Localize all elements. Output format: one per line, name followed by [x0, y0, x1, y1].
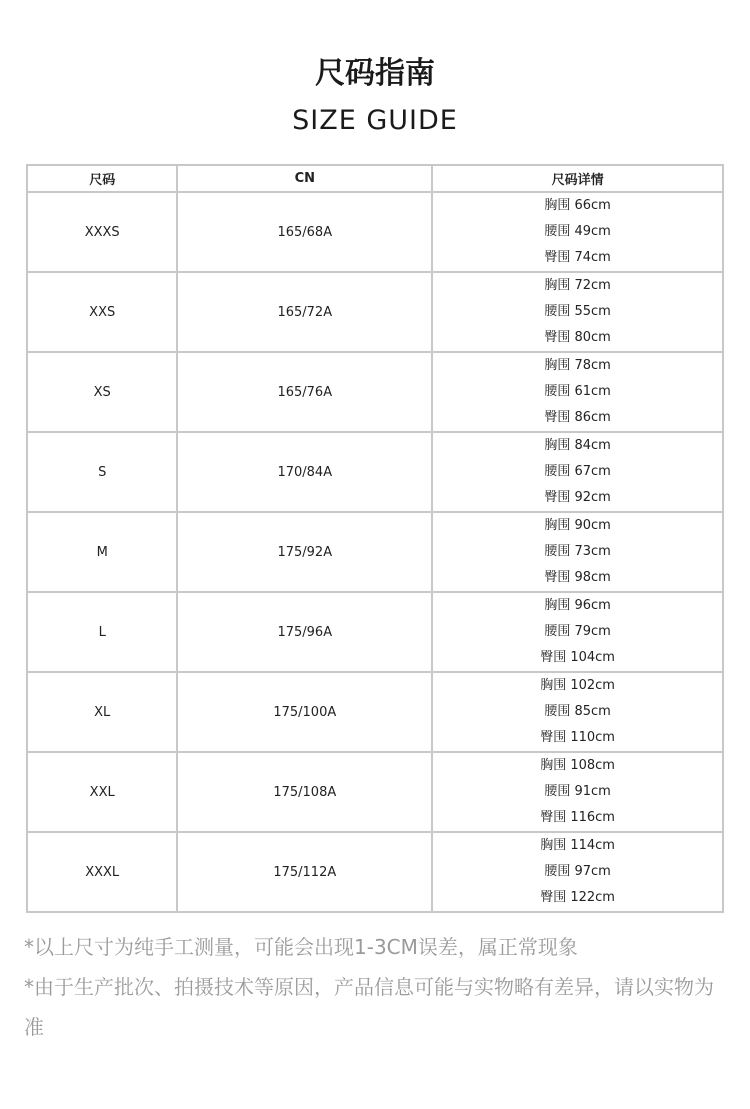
detail-line: 胸围 84cm	[544, 438, 611, 453]
table-row	[27, 512, 723, 592]
table-row	[27, 352, 723, 432]
detail-cell	[432, 672, 723, 752]
cn-cell: 175/112A	[177, 832, 432, 912]
cn-cell: 165/72A	[177, 272, 432, 352]
detail-line: 腰围 61cm	[544, 384, 611, 399]
header-size: 尺码	[27, 165, 177, 192]
detail-line: 腰围 67cm	[544, 464, 611, 479]
table-row	[27, 432, 723, 512]
detail-cell	[432, 592, 723, 672]
detail-cell	[432, 832, 723, 912]
detail-line: 胸围 78cm	[544, 358, 611, 373]
detail-cell	[432, 512, 723, 592]
note-measurement: *以上尺寸为纯手工测量，可能会出现1-3CM误差，属正常现象	[24, 935, 578, 959]
detail-line: 胸围 108cm	[540, 758, 615, 773]
size-cell: XXXS	[27, 192, 177, 272]
table-row	[27, 672, 723, 752]
table-header-row	[27, 165, 723, 192]
size-table	[26, 164, 724, 913]
table-row	[27, 192, 723, 272]
size-cell: XL	[27, 672, 177, 752]
cn-cell: 175/100A	[177, 672, 432, 752]
detail-line: 腰围 85cm	[544, 704, 611, 719]
detail-line: 腰围 97cm	[544, 864, 611, 879]
detail-line: 臀围 104cm	[540, 650, 615, 665]
page-subtitle: SIZE GUIDE	[292, 105, 458, 136]
detail-line: 臀围 80cm	[544, 330, 611, 345]
size-cell: XXXL	[27, 832, 177, 912]
header-detail: 尺码详情	[432, 165, 723, 192]
detail-line: 臀围 86cm	[544, 410, 611, 425]
table-row	[27, 592, 723, 672]
table-body	[27, 192, 723, 912]
detail-cell	[432, 352, 723, 432]
detail-line: 胸围 66cm	[544, 198, 611, 213]
size-cell: S	[27, 432, 177, 512]
detail-line: 胸围 96cm	[544, 598, 611, 613]
detail-line: 臀围 74cm	[544, 250, 611, 265]
detail-cell	[432, 752, 723, 832]
table-row	[27, 272, 723, 352]
detail-cell	[432, 192, 723, 272]
table-row	[27, 752, 723, 832]
cn-cell: 175/108A	[177, 752, 432, 832]
detail-line: 胸围 114cm	[540, 838, 615, 853]
size-cell: L	[27, 592, 177, 672]
detail-line: 胸围 102cm	[540, 678, 615, 693]
note-disclaimer: *由于生产批次、拍摄技术等原因，产品信息可能与实物略有差异，请以实物为准	[24, 975, 714, 1039]
cn-cell: 165/68A	[177, 192, 432, 272]
table-row	[27, 832, 723, 912]
detail-cell	[432, 272, 723, 352]
cn-cell: 175/96A	[177, 592, 432, 672]
cn-cell: 175/92A	[177, 512, 432, 592]
detail-line: 腰围 91cm	[544, 784, 611, 799]
header-cn: CN	[177, 165, 432, 192]
detail-line: 臀围 110cm	[540, 730, 615, 745]
cn-cell: 165/76A	[177, 352, 432, 432]
detail-line: 胸围 72cm	[544, 278, 611, 293]
size-cell: XS	[27, 352, 177, 432]
page-title: 尺码指南	[315, 56, 435, 91]
detail-line: 胸围 90cm	[544, 518, 611, 533]
detail-line: 臀围 116cm	[540, 810, 615, 825]
detail-line: 腰围 79cm	[544, 624, 611, 639]
detail-line: 腰围 55cm	[544, 304, 611, 319]
detail-line: 腰围 73cm	[544, 544, 611, 559]
detail-line: 臀围 98cm	[544, 570, 611, 585]
detail-line: 腰围 49cm	[544, 224, 611, 239]
size-cell: XXL	[27, 752, 177, 832]
detail-cell	[432, 432, 723, 512]
cn-cell: 170/84A	[177, 432, 432, 512]
size-cell: M	[27, 512, 177, 592]
size-cell: XXS	[27, 272, 177, 352]
detail-line: 臀围 92cm	[544, 490, 611, 505]
detail-line: 臀围 122cm	[540, 890, 615, 905]
